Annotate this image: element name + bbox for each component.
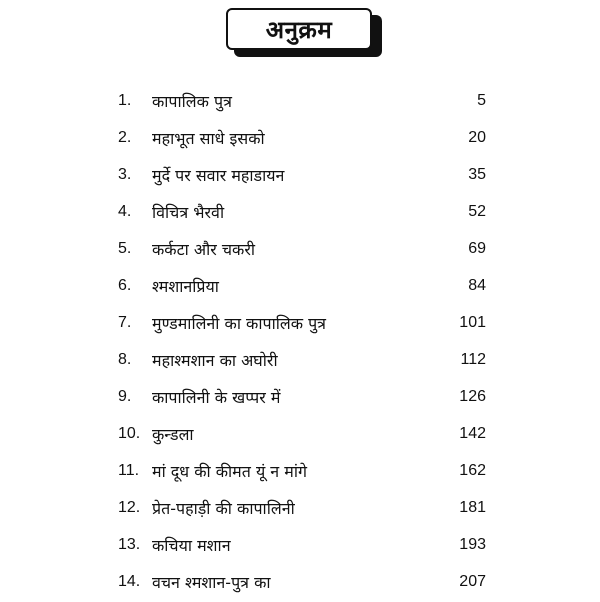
toc-row bbox=[0, 84, 600, 121]
toc-row bbox=[0, 121, 600, 158]
toc-number: 13. bbox=[118, 536, 141, 553]
toc-page-number: 84 bbox=[468, 277, 486, 294]
toc-chapter-title: वचन श्मशान-पुत्र का bbox=[152, 573, 271, 592]
toc-chapter-title: मुण्डमालिनी का कापालिक पुत्र bbox=[152, 314, 327, 333]
toc-number: 6. bbox=[118, 277, 132, 294]
title-box bbox=[226, 8, 372, 50]
toc-chapter-title: विचित्र भैरवी bbox=[152, 203, 225, 222]
toc-number: 10. bbox=[118, 425, 141, 442]
toc-row bbox=[0, 306, 600, 343]
toc-page-number: 101 bbox=[459, 314, 486, 331]
toc-number: 2. bbox=[118, 129, 132, 146]
toc-row bbox=[0, 528, 600, 565]
toc-page-number: 35 bbox=[468, 166, 486, 183]
toc-page-number: 69 bbox=[468, 240, 486, 257]
toc-number: 7. bbox=[118, 314, 132, 331]
toc-number: 5. bbox=[118, 240, 132, 257]
toc-row bbox=[0, 565, 600, 602]
table-of-contents bbox=[0, 84, 600, 602]
toc-page-number: 193 bbox=[459, 536, 486, 553]
toc-number: 12. bbox=[118, 499, 141, 516]
page-title: अनुक्रम bbox=[265, 15, 333, 44]
toc-chapter-title: कर्कटा और चकरी bbox=[152, 240, 256, 259]
toc-page-number: 162 bbox=[459, 462, 486, 479]
toc-page-number: 112 bbox=[460, 351, 486, 368]
toc-row bbox=[0, 491, 600, 528]
toc-row bbox=[0, 158, 600, 195]
toc-chapter-title: प्रेत-पहाड़ी की कापालिनी bbox=[152, 499, 295, 518]
toc-chapter-title: कापालिनी के खप्पर में bbox=[152, 388, 281, 407]
toc-number: 9. bbox=[118, 388, 132, 405]
toc-row bbox=[0, 380, 600, 417]
toc-chapter-title: महाश्मशान का अघोरी bbox=[152, 351, 278, 370]
toc-chapter-title: कापालिक पुत्र bbox=[152, 92, 232, 111]
toc-row bbox=[0, 454, 600, 491]
toc-row bbox=[0, 269, 600, 306]
toc-chapter-title: मां दूध की कीमत यूं न मांगे bbox=[152, 462, 307, 481]
toc-row bbox=[0, 195, 600, 232]
toc-number: 8. bbox=[118, 351, 132, 368]
toc-page-number: 5 bbox=[477, 92, 486, 109]
toc-page-number: 126 bbox=[459, 388, 486, 405]
toc-row bbox=[0, 417, 600, 454]
toc-page-number: 52 bbox=[468, 203, 486, 220]
toc-number: 4. bbox=[118, 203, 132, 220]
toc-number: 1. bbox=[118, 92, 132, 109]
toc-page-number: 181 bbox=[459, 499, 486, 516]
toc-page-number: 142 bbox=[459, 425, 486, 442]
toc-number: 3. bbox=[118, 166, 132, 183]
toc-chapter-title: महाभूत साधे इसको bbox=[152, 129, 265, 148]
toc-chapter-title: कचिया मशान bbox=[152, 536, 231, 555]
toc-page-number: 20 bbox=[468, 129, 486, 146]
toc-row bbox=[0, 343, 600, 380]
toc-row bbox=[0, 232, 600, 269]
toc-chapter-title: श्मशानप्रिया bbox=[152, 277, 219, 296]
toc-chapter-title: कुन्डला bbox=[152, 425, 194, 444]
toc-chapter-title: मुर्दे पर सवार महाडायन bbox=[152, 166, 285, 185]
toc-page-number: 207 bbox=[459, 573, 486, 590]
toc-number: 14. bbox=[118, 573, 141, 590]
toc-number: 11. bbox=[118, 462, 140, 479]
